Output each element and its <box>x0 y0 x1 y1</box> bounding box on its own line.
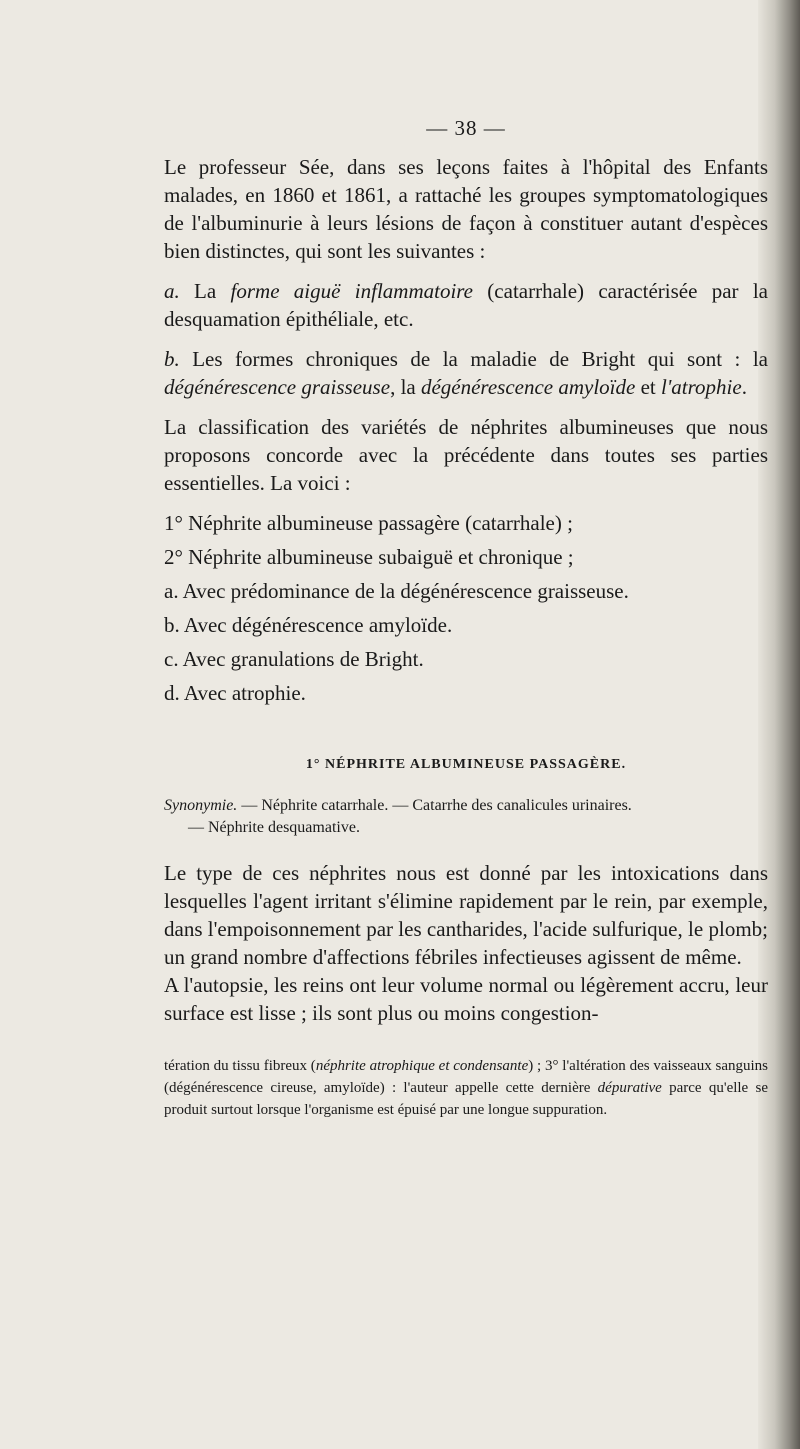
text: , la <box>390 375 421 399</box>
paragraph-form-a <box>164 277 768 333</box>
footnote-text <box>164 1055 768 1121</box>
item-letter-a: a. <box>164 279 180 303</box>
paragraph-form-b <box>164 345 768 401</box>
text: (catarrhale) caractérisée par la desquamation épithéliale, etc. <box>164 279 768 331</box>
list-item: b. Avec dégénérescence amyloïde. <box>164 613 453 637</box>
text: ) ; 3° l'altération des vaisseaux sanguins (dégénérescence cireuse, amyloïde) : l'auteur appelle cette dernière <box>164 1058 768 1096</box>
item-letter-b: b. <box>164 347 180 371</box>
emphasis-graisseuse: dégénérescence graisseuse <box>164 375 391 399</box>
list-item: 1° Néphrite albumineuse passagère (catarrhale) ; <box>164 511 573 535</box>
list-item: a. Avec prédominance de la dégénérescence graisseuse. <box>164 579 629 603</box>
emphasis-atrophie: l'atrophie <box>660 375 742 399</box>
paragraph-intro: Le professeur Sée, dans ses leçons faites à l'hôpital des Enfants malades, en 1860 et 1861, a rattaché les groupes symptomatologiques de l'albuminurie à leurs lésions de façon à constituer autant d'espèces bien distinctes, qui sont les suivantes : <box>164 155 768 263</box>
text: La <box>179 279 231 303</box>
list-item: c. Avec granulations de Bright. <box>164 647 424 671</box>
synonymie-line-2: — Néphrite desquamative. <box>188 819 360 836</box>
emphasis-forme-aigue: forme aiguë inflammatoire <box>230 279 473 303</box>
page-number: — 38 — <box>426 116 506 140</box>
paragraph-type: Le type de ces néphrites nous est donné par les intoxications dans lesquelles l'agent irritant s'élimine rapidement par le rein, par exemple, dans l'empoisonnement par les cantharides, l'acide sulfurique, le plomb; un grand nombre d'affections fébriles infectieuses agissent de même. <box>164 861 768 969</box>
classification-list <box>164 509 768 707</box>
paragraph-autopsie: A l'autopsie, les reins ont leur volume normal ou légèrement accru, leur surface est lisse ; ils sont plus ou moins congestion- <box>164 973 768 1025</box>
section-heading: 1° NÉPHRITE ALBUMINEUSE PASSAGÈRE. <box>305 757 627 772</box>
text: parce qu'elle se produit surtout lorsque l'organisme est épuisé par une longue suppuration. <box>164 1080 768 1118</box>
emphasis-amyloide: dégénérescence amyloïde <box>420 375 636 399</box>
emphasis-depurative: dépurative <box>597 1080 662 1096</box>
text: . <box>741 375 747 399</box>
list-item: d. Avec atrophie. <box>164 681 306 705</box>
text: et <box>635 375 661 399</box>
paragraph-classification: La classification des variétés de néphrites albumineuses que nous proposons concorde avec la précédente dans toutes ses parties essentielles. La voici : <box>164 415 768 495</box>
emphasis-nephrite-atrophique: néphrite atrophique et condensante <box>315 1058 529 1074</box>
text: — Néphrite catarrhale. — Catarrhe des canalicules urinaires. <box>237 797 632 814</box>
synonymie-block <box>164 795 768 839</box>
synonymie-line-1 <box>164 795 768 817</box>
footnote <box>164 1055 768 1121</box>
list-item: 2° Néphrite albumineuse subaiguë et chronique ; <box>164 545 574 569</box>
synonymie-label: Synonymie. <box>164 797 238 814</box>
text: Les formes chroniques de la maladie de Bright qui sont : la <box>179 347 768 371</box>
book-page <box>164 116 768 1121</box>
text: tération du tissu fibreux ( <box>164 1058 316 1074</box>
